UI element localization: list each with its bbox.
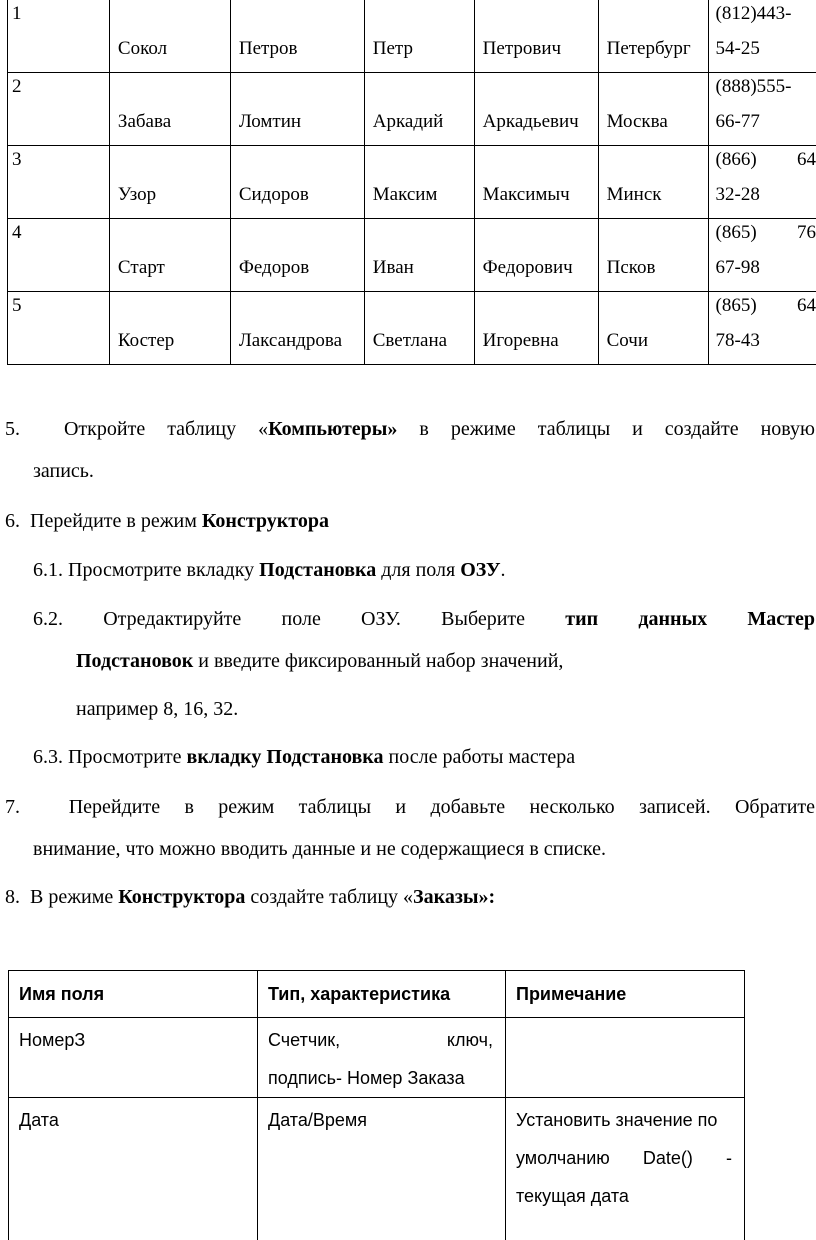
table-cell [8, 219, 110, 292]
table-cell [506, 1098, 745, 1240]
table-cell [474, 73, 598, 146]
table-cell [598, 73, 708, 146]
step-5-line-1: 5. Откройте таблицу «Компьютеры» в режиме таблицы и создайте новую [5, 418, 815, 441]
table-cell [9, 1098, 258, 1240]
phone-part: 76 [797, 222, 816, 244]
table-cell [230, 0, 364, 73]
table-cell [708, 292, 816, 365]
phone-code: (888)555- [716, 76, 792, 97]
table-row [8, 292, 816, 365]
cell-field: НомерЗ [19, 1030, 245, 1051]
table-cell [364, 146, 474, 219]
row-number: 3 [12, 149, 22, 171]
table-cell [364, 219, 474, 292]
cell-phone-line-2: 78-43 [716, 330, 760, 352]
cell-middle-name: Федорович [483, 257, 573, 279]
cell-name: Старт [118, 257, 165, 279]
cell-name: Забава [118, 111, 171, 133]
table-cell [9, 1018, 258, 1098]
cell-phone-line-2: 67-98 [716, 257, 760, 279]
table-cell [8, 292, 110, 365]
table-cell [109, 146, 230, 219]
header-cell [506, 971, 745, 1018]
phone-code: (865) [716, 222, 757, 244]
table-cell [230, 219, 364, 292]
cell-middle-name: Петрович [483, 38, 561, 60]
table-cell [598, 219, 708, 292]
table-cell [364, 0, 474, 73]
step-6-2-line-1: 6.2. Отредактируйте поле ОЗУ. Выберите тип данных Мастер [33, 608, 815, 631]
table-cell [708, 146, 816, 219]
step-6-2-line-2: Подстановок и введите фиксированный набор значений, [76, 650, 563, 673]
table-cell [598, 0, 708, 73]
table-row [8, 219, 816, 292]
table-cell [474, 0, 598, 73]
cell-phone-line-1 [716, 149, 816, 171]
header-type: Тип, характеристика [268, 984, 493, 1005]
cell-phone-line-1 [716, 295, 816, 317]
table-row [9, 1098, 745, 1240]
table-cell [109, 73, 230, 146]
header-note: Примечание [516, 984, 732, 1005]
step-6-1: 6.1. Просмотрите вкладку Подстановка для поля ОЗУ. [33, 559, 506, 582]
cell-city: Москва [607, 111, 668, 133]
cell-name: Сокол [118, 38, 167, 60]
cell-type-line-2: подпись- Номер Заказа [268, 1068, 493, 1089]
phone-code: (865) [716, 295, 757, 317]
table-cell [474, 146, 598, 219]
cell-last-name: Петров [239, 38, 298, 60]
table-cell [708, 219, 816, 292]
cell-type: Дата/Время [268, 1110, 493, 1131]
table-cell [598, 146, 708, 219]
cell-city: Сочи [607, 330, 648, 352]
cell-city: Петербург [607, 38, 691, 60]
phone-code: (812)443- [716, 3, 792, 24]
phone-code: (866) [716, 149, 757, 171]
table-cell [506, 1018, 745, 1098]
orders-table [8, 970, 745, 1240]
table-row [8, 146, 816, 219]
row-number: 4 [12, 222, 22, 244]
row-number: 1 [12, 3, 22, 25]
cell-phone-line-1 [716, 3, 816, 25]
cell-first-name: Иван [373, 257, 414, 279]
cell-middle-name: Максимыч [483, 184, 570, 206]
cell-name: Костер [118, 330, 174, 352]
cell-type-line-1: Счетчик, ключ, [268, 1030, 493, 1051]
step-6: 6. Перейдите в режим Конструктора [5, 510, 329, 533]
table-cell [474, 292, 598, 365]
table-cell [364, 292, 474, 365]
cell-last-name: Федоров [239, 257, 309, 279]
step-7-line-2: внимание, что можно вводить данные и не содержащиеся в списке. [33, 838, 606, 861]
table-cell [109, 0, 230, 73]
table-row [8, 0, 816, 73]
cell-phone-line-2: 66-77 [716, 111, 760, 133]
cell-phone-line-2: 32-28 [716, 184, 760, 206]
row-number: 5 [12, 295, 22, 317]
header-cell [9, 971, 258, 1018]
cell-city: Минск [607, 184, 662, 206]
cell-last-name: Сидоров [239, 184, 309, 206]
table-cell [109, 292, 230, 365]
step-7-line-1: 7. Перейдите в режим таблицы и добавьте несколько записей. Обратите [5, 796, 815, 819]
step-6-2-line-3: например 8, 16, 32. [76, 698, 238, 721]
table-cell [474, 219, 598, 292]
cell-phone-line-1 [716, 222, 816, 244]
cell-city: Псков [607, 257, 656, 279]
table-cell [708, 73, 816, 146]
table-cell [230, 73, 364, 146]
table-cell [230, 292, 364, 365]
cell-first-name: Светлана [373, 330, 447, 352]
cell-note-line-3: текущая дата [516, 1186, 732, 1207]
header-cell [258, 971, 506, 1018]
table-cell [598, 292, 708, 365]
table-cell [258, 1018, 506, 1098]
cell-field: Дата [19, 1110, 245, 1131]
cell-note-line-2: умолчанию Date() - [516, 1148, 732, 1169]
cell-note-line-1: Установить значение по [516, 1110, 732, 1131]
cell-first-name: Максим [373, 184, 438, 206]
cell-phone-line-1 [716, 76, 816, 98]
cell-name: Узор [118, 184, 156, 206]
table-cell [230, 146, 364, 219]
table-row [9, 1018, 745, 1098]
table-cell [364, 73, 474, 146]
cell-phone-line-2: 54-25 [716, 38, 760, 60]
contacts-table [7, 0, 816, 365]
table-cell [109, 219, 230, 292]
cell-first-name: Петр [373, 38, 413, 60]
cell-last-name: Ломтин [239, 111, 301, 133]
header-field-name: Имя поля [19, 984, 245, 1005]
phone-part: 64 [797, 295, 816, 317]
table-row [8, 73, 816, 146]
step-6-3: 6.3. Просмотрите вкладку Подстановка после работы мастера [33, 746, 575, 769]
orders-header-row [9, 971, 745, 1018]
table-cell [258, 1098, 506, 1240]
table-cell [8, 73, 110, 146]
step-8: 8. В режиме Конструктора создайте таблицу «Заказы»: [5, 886, 495, 909]
phone-part: 64 [797, 149, 816, 171]
cell-middle-name: Игоревна [483, 330, 559, 352]
step-5-line-2: запись. [33, 460, 94, 483]
table-cell [708, 0, 816, 73]
cell-first-name: Аркадий [373, 111, 444, 133]
row-number: 2 [12, 76, 22, 98]
cell-last-name: Лаксандрова [239, 330, 342, 352]
table-cell [8, 146, 110, 219]
cell-middle-name: Аркадьевич [483, 111, 579, 133]
table-cell [8, 0, 110, 73]
